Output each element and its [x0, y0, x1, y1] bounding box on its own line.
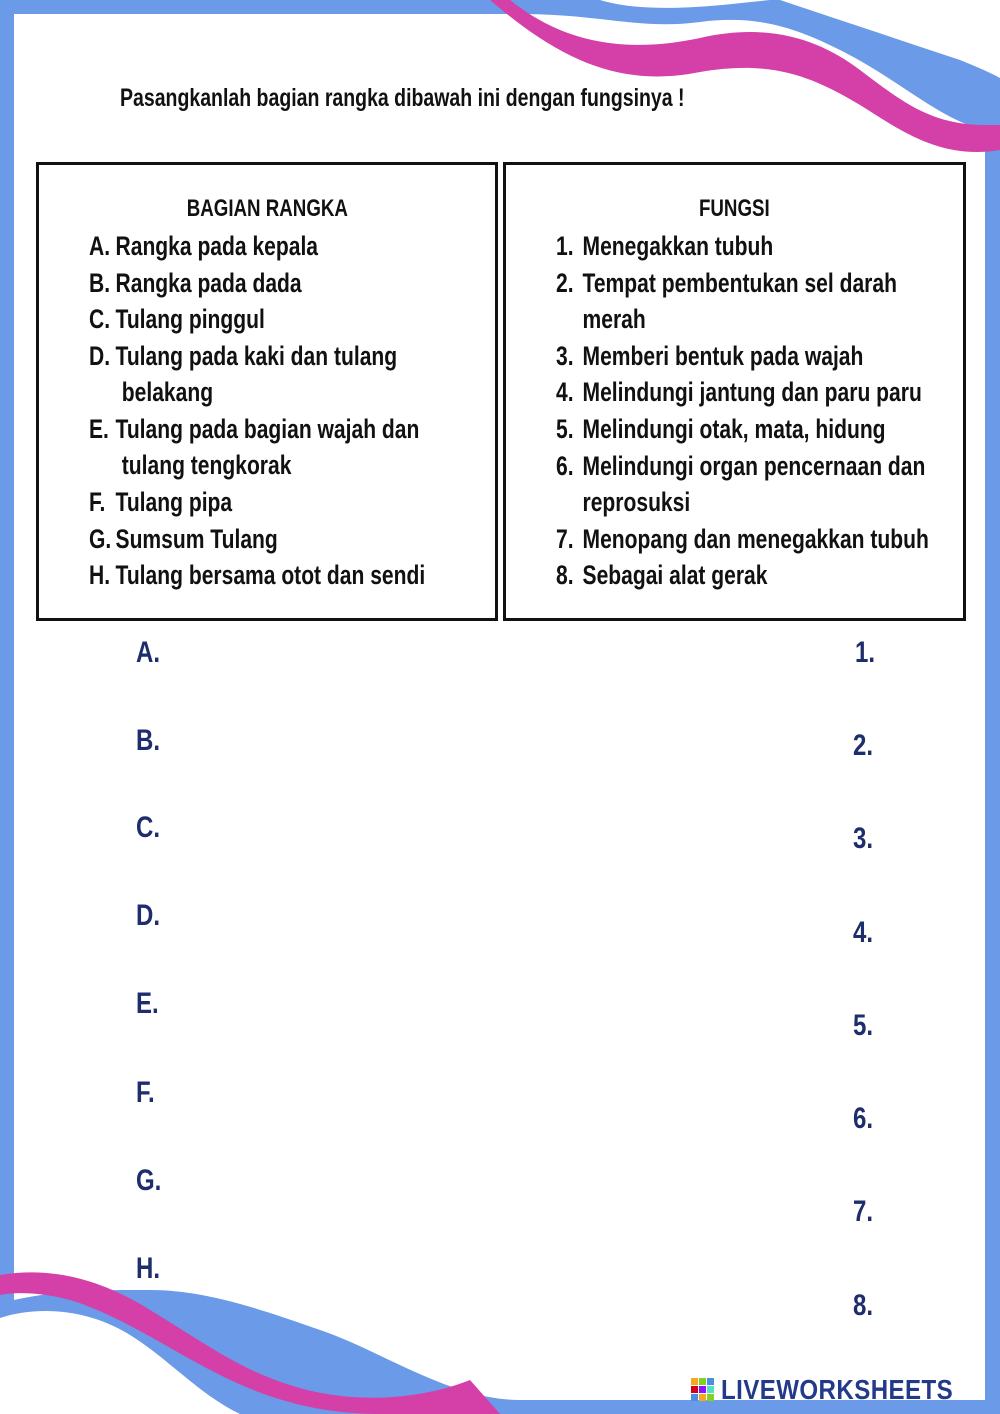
- list-item: 8. Sebagai alat gerak: [556, 560, 768, 590]
- list-item: 6. Melindungi organ pencernaan dan reprosuksi: [556, 451, 926, 517]
- answer-slot-3[interactable]: 3.: [853, 822, 874, 855]
- answer-slot-c[interactable]: C.: [136, 811, 160, 844]
- fungsi-box: [503, 162, 966, 621]
- list-item: F. Tulang pipa: [89, 487, 233, 517]
- answer-slot-f[interactable]: F.: [136, 1076, 155, 1109]
- list-item: H. Tulang bersama otot dan sendi: [89, 560, 426, 590]
- list-item: G. Sumsum Tulang: [89, 524, 278, 554]
- answer-slot-4[interactable]: 4.: [853, 916, 874, 949]
- answer-slot-h[interactable]: H.: [136, 1252, 160, 1285]
- list-item: A. Rangka pada kepala: [89, 231, 319, 261]
- list-item: 5. Melindungi otak, mata, hidung: [556, 414, 886, 444]
- bagian-rangka-title: BAGIAN RANGKA: [186, 195, 348, 222]
- answer-slot-g[interactable]: G.: [136, 1164, 162, 1197]
- list-item: D. Tulang pada kaki dan tulang belakang: [89, 341, 398, 407]
- answer-slot-5[interactable]: 5.: [853, 1009, 874, 1042]
- answer-slot-a[interactable]: A.: [136, 636, 160, 669]
- list-item: 7. Menopang dan menegakkan tubuh: [556, 524, 929, 554]
- answer-slot-6[interactable]: 6.: [853, 1102, 874, 1135]
- liveworksheets-brand: [691, 1374, 991, 1406]
- instruction-text: Pasangkanlah bagian rangka dibawah ini dengan fungsinya !: [120, 84, 685, 112]
- list-item: E. Tulang pada bagian wajah dan tulang tengkorak: [89, 414, 420, 480]
- list-item: 3. Memberi bentuk pada wajah: [556, 341, 864, 371]
- answer-slot-7[interactable]: 7.: [853, 1195, 874, 1228]
- list-item: 1. Menegakkan tubuh: [556, 231, 774, 261]
- fungsi-title: FUNGSI: [699, 195, 770, 222]
- answer-slot-e[interactable]: E.: [136, 987, 159, 1020]
- bagian-rangka-box: [36, 162, 498, 621]
- answer-slot-2[interactable]: 2.: [853, 729, 874, 762]
- brand-text: LIVEWORKSHEETS: [721, 1374, 954, 1405]
- list-item: C. Tulang pinggul: [89, 304, 265, 334]
- answer-slot-1[interactable]: 1.: [855, 636, 876, 669]
- liveworksheets-logo-icon: [691, 1378, 715, 1402]
- answer-slot-d[interactable]: D.: [136, 899, 160, 932]
- answer-slot-8[interactable]: 8.: [853, 1289, 874, 1322]
- list-item: B. Rangka pada dada: [89, 268, 302, 298]
- list-item: 4. Melindungi jantung dan paru paru: [556, 377, 922, 407]
- list-item: 2. Tempat pembentukan sel darah merah: [556, 268, 897, 334]
- answer-slot-b[interactable]: B.: [136, 724, 160, 757]
